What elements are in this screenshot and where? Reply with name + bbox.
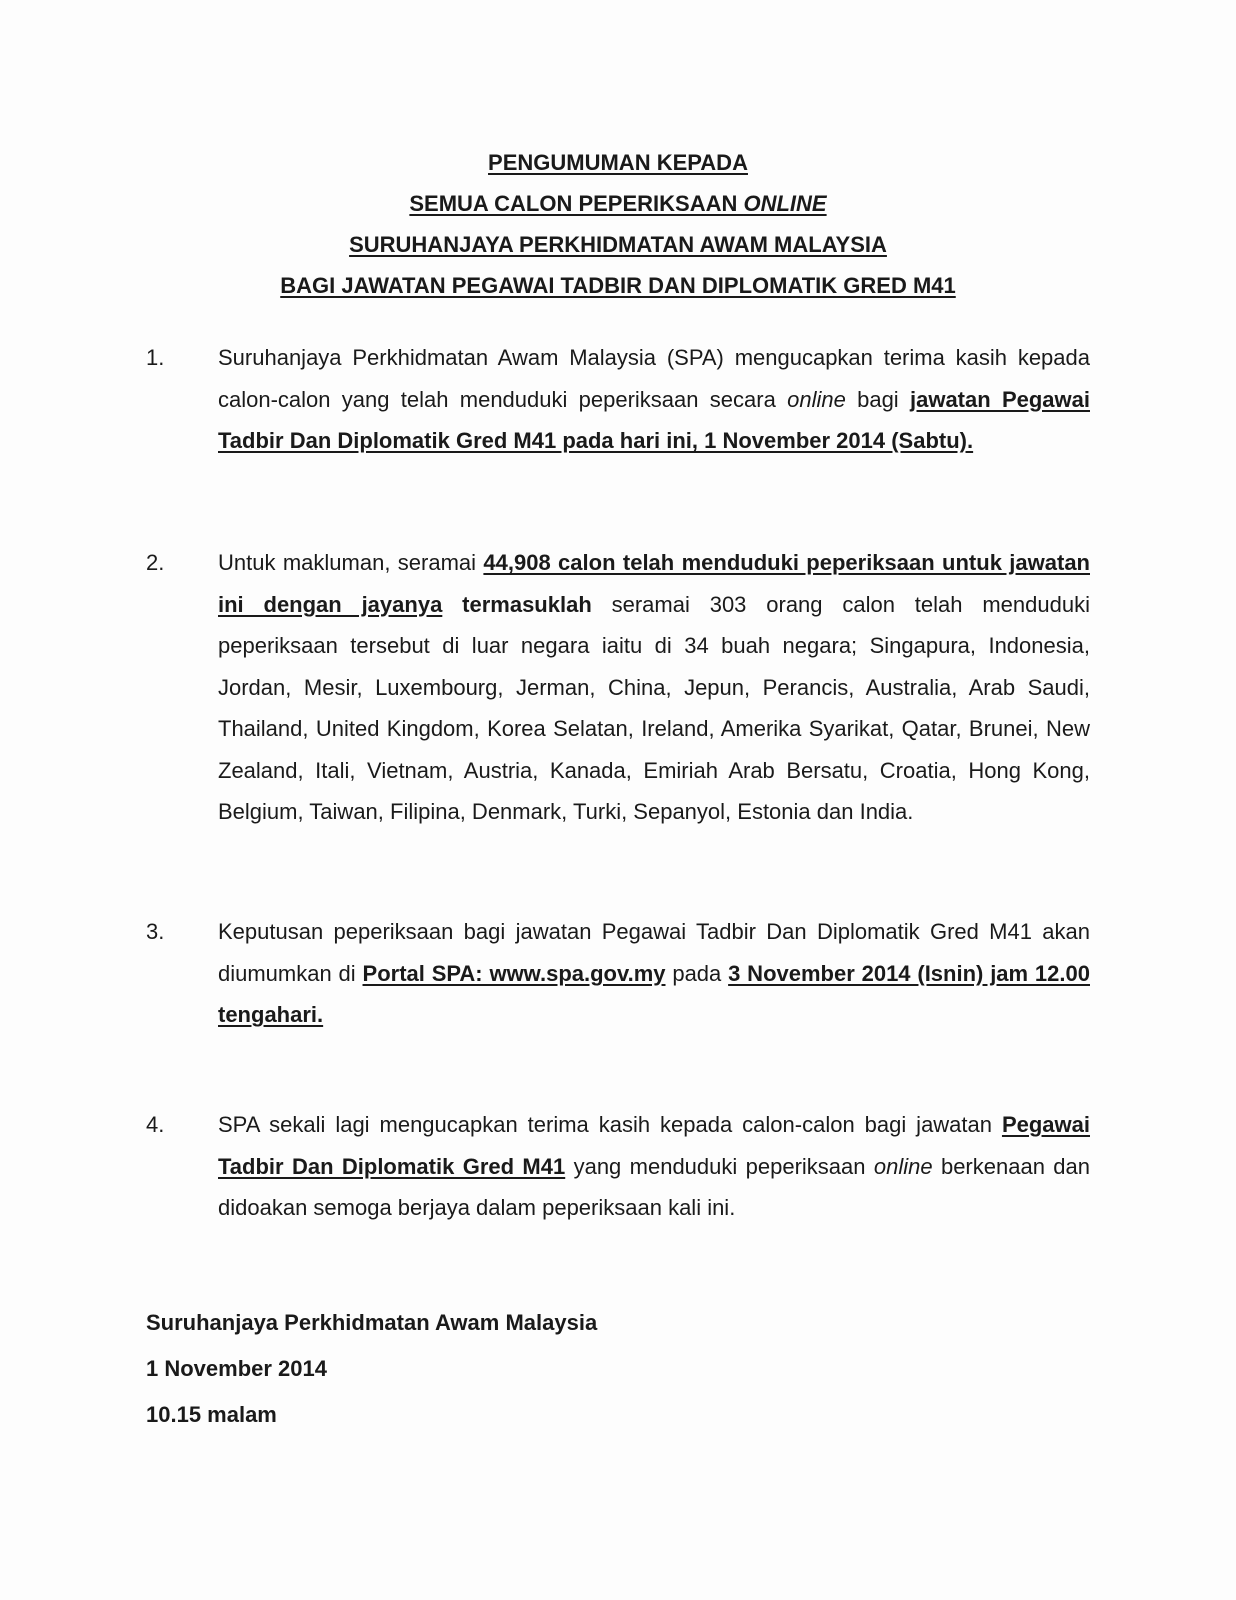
p1-online: online — [787, 386, 846, 412]
paragraph-1 — [146, 337, 1090, 462]
p4-highlight: Pegawai Tadbir Dan Diplomatik Gred M41 — [218, 1112, 1090, 1179]
p4-online: online — [873, 1153, 933, 1179]
p1-text-b: bagi — [845, 386, 910, 412]
title-line-2-online: ONLINE — [743, 191, 827, 216]
p4-text-c: berkenaan dan didoakan semoga berjaya dalam peperiksaan kali ini. — [218, 1153, 1090, 1220]
paragraph-3-body — [218, 911, 1090, 1036]
p4-text-a: SPA sekali lagi mengucapkan terima kasih kepada calon-calon bagi jawatan — [218, 1112, 1002, 1137]
paragraph-2 — [146, 542, 1090, 833]
p3-text-a: Keputusan peperiksaan bagi jawatan Pegawai Tadbir Dan Diplomatik Gred M41 akan diumumkan di — [218, 919, 1090, 986]
p4-text-b: yang menduduki peperiksaan — [565, 1153, 874, 1179]
p3-portal-link: Portal SPA: www.spa.gov.my — [362, 960, 666, 986]
p1-text-a: Suruhanjaya Perkhidmatan Awam Malaysia (SPA) mengucapkan terima kasih kepada calon-calon yang telah menduduki peperiksaan secara — [218, 345, 1090, 412]
p2-text-b: seramai 303 orang calon telah menduduki peperiksaan tersebut di luar negara iaitu di 34 buah negara; Singapura, Indonesia, Jordan, Mesir, Luxembourg, Jerman, China, Jepun, Perancis, Australia, Arab Saudi, Thailand, United Kingdom, Korea Selatan, Ireland, Amerika Syarikat, Qatar, Brunei, New Zealand, Itali, Vietnam, Austria, Kanada, Emiriah Arab Bersatu, Croatia, Hong Kong, Belgium, Taiwan, Filipina, Denmark, Turki, Sepanyol, Estonia dan India. — [218, 591, 1090, 824]
paragraph-4 — [146, 1104, 1090, 1229]
paragraph-2-number: 2. — [146, 550, 165, 575]
p1-highlight: jawatan Pegawai Tadbir Dan Diplomatik Gred M41 pada hari ini, 1 November 2014 (Sabtu). — [218, 386, 1090, 453]
paragraph-1-body — [218, 337, 1090, 462]
paragraph-2-body — [218, 542, 1090, 833]
p3-date: 3 November 2014 (Isnin) jam 12.00 tengahari. — [218, 960, 1090, 1027]
p2-bold: termasuklah — [462, 591, 592, 617]
title-line-4: BAGI JAWATAN PEGAWAI TADBIR DAN DIPLOMATIK GRED M41 — [280, 273, 956, 298]
paragraph-1-number: 1. — [146, 345, 165, 370]
p2-highlight: 44,908 calon telah menduduki peperiksaan untuk jawatan ini dengan jayanya — [218, 550, 1090, 617]
p3-text-b: pada — [665, 960, 729, 986]
p2-space — [442, 592, 462, 617]
paragraph-3-number: 3. — [146, 919, 165, 944]
title-line-2 — [0, 183, 1236, 224]
p2-text-a: Untuk makluman, seramai — [218, 550, 484, 575]
paragraph-4-number: 4. — [146, 1112, 165, 1137]
title-line-2-text: SEMUA CALON PEPERIKSAAN — [409, 191, 744, 216]
paragraph-4-body — [218, 1104, 1090, 1229]
signature-block — [146, 1300, 597, 1438]
paragraph-3 — [146, 911, 1090, 1036]
title-line-1: PENGUMUMAN KEPADA — [488, 150, 748, 175]
title-line-3: SURUHANJAYA PERKHIDMATAN AWAM MALAYSIA — [349, 232, 887, 257]
signature-time: 10.15 malam — [146, 1402, 277, 1427]
signature-date: 1 November 2014 — [146, 1356, 327, 1381]
announcement-title — [0, 142, 1236, 306]
signature-organization: Suruhanjaya Perkhidmatan Awam Malaysia — [146, 1310, 598, 1335]
